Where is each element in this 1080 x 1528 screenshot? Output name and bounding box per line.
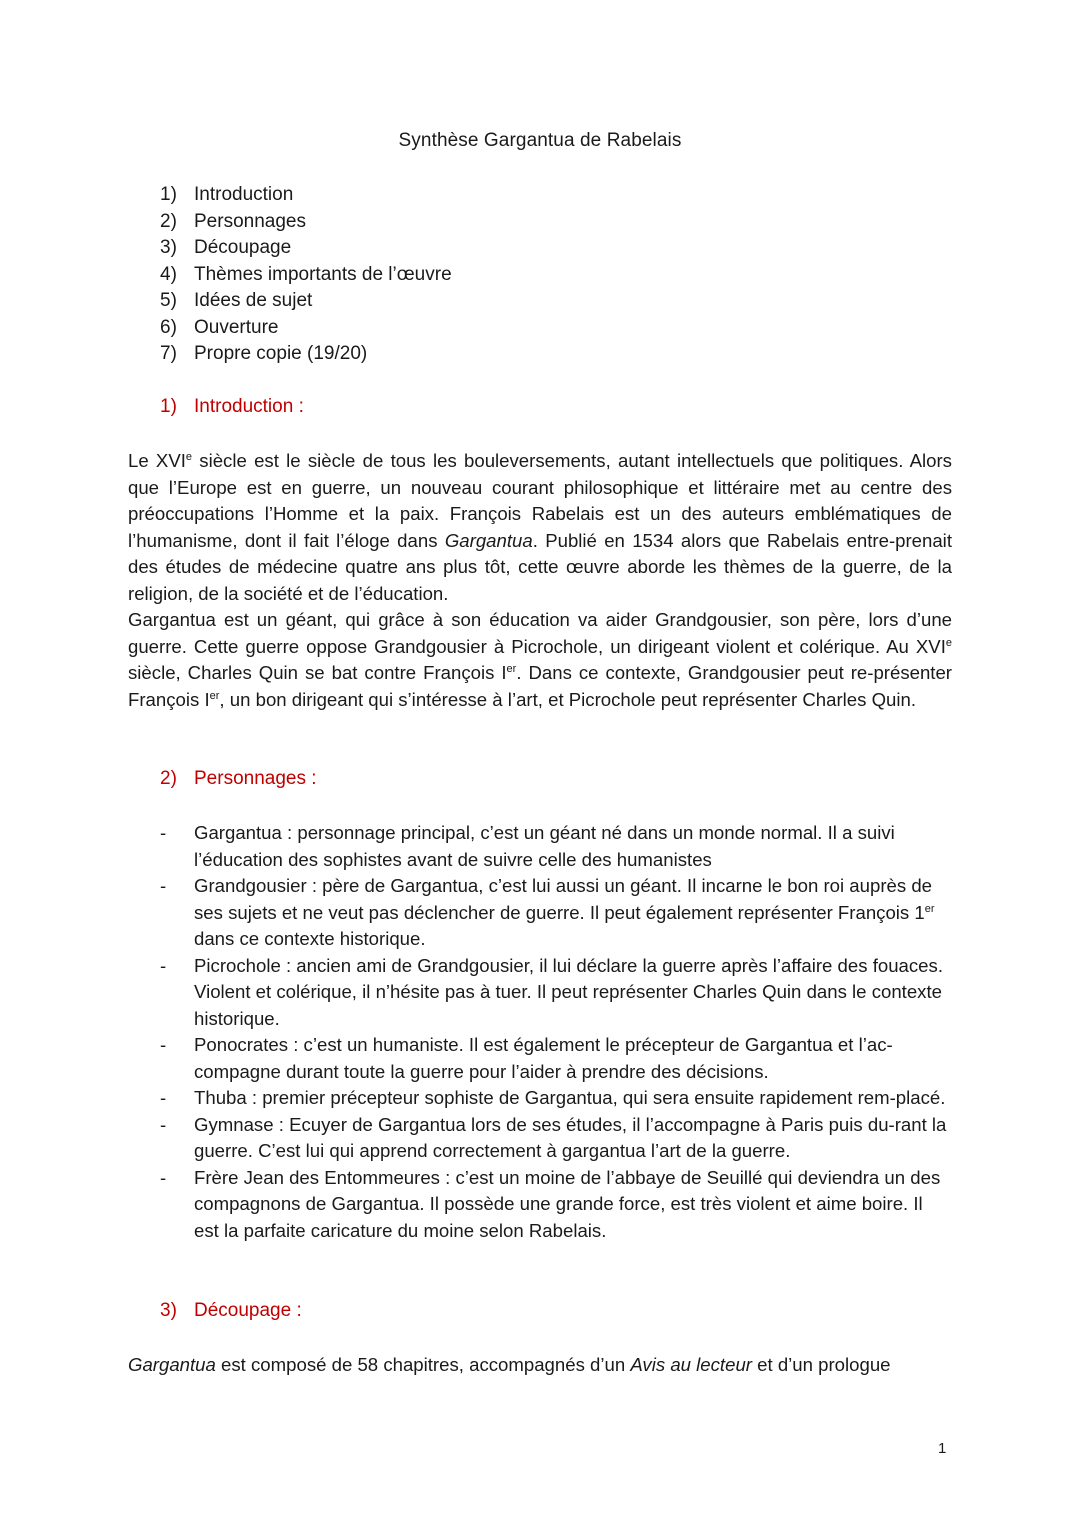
list-item: - Grandgousier : père de Gargantua, c’est lui aussi un géant. Il incarne le bon roi auprès de ses sujets et ne veut pas déclencher de guerre. Il peut également représenter François 1er dans ce contexte historique. [160,875,935,949]
list-item: - Thuba : premier précepteur sophiste de Gargantua, qui sera ensuite rapidement rem-placé. [160,1087,946,1108]
decoupage-paragraph: Gargantua est composé de 58 chapitres, accompagnés d’un Avis au lecteur et d’un prologue [128,1354,891,1375]
toc-item: 4) Thèmes importants de l’œuvre [160,263,452,285]
list-item: - Gymnase : Ecuyer de Gargantua lors de ses études, il l’accompagne à Paris puis du-rant la guerre. C’est lui qui apprend correctement à gargantua l’art de la guerre. [160,1113,947,1161]
toc-item: 5) Idées de sujet [160,290,313,311]
table-of-contents [160,182,452,368]
toc-item: 6) Ouverture [160,316,279,338]
section-heading-decoupage: 3) Découpage : [160,1300,302,1321]
document-title: Synthèse Gargantua de Rabelais [398,130,682,151]
list-item: - Frère Jean des Entommeures : c’est un moine de l’abbaye de Seuillé qui deviendra un des compagnons de Gargantua. Il possède une grande force, est très violent et aime boire. Il est la parfaite caricature du moine selon Rabelais. [160,1166,941,1241]
intro-paragraph-1: Le XVIe siècle est le siècle de tous les bouleversements, autant intellectuels que politiques. Alors que l’Europe est en guerre, un nouveau courant philosophique et littéraire met au centre des préoccupations l’Homme et la paix. François Rabelais est un des auteurs emblématiques de l’humanisme, dont il fait l’éloge dans Gargantua. Publié en 1534 alors que Rabelais entre-prenait des études de médecine quatre ans plus tôt, cette œuvre aborde les thèmes de la guerre, de la religion, de la société et de l’éducation. [128,450,952,604]
toc-item: 2) Personnages [160,210,306,232]
section-heading-personnages: 2) Personnages : [160,768,317,789]
list-item: - Gargantua : personnage principal, c’est un géant né dans un monde normal. Il a suivi l’éducation des sophistes avant de suivre celle des humanistes [160,822,895,870]
list-item: - Ponocrates : c’est un humaniste. Il est également le précepteur de Gargantua et l’ac-compagne durant toute la guerre pour l’aider à prendre des décisions. [160,1034,893,1082]
toc-item: 3) Découpage [160,237,292,258]
list-item: - Picrochole : ancien ami de Grandgousier, il lui déclare la guerre après l’affaire des fouaces. Violent et colérique, il n’hésite pas à tuer. Il peut représenter Charles Quin dans le contexte historique. [160,954,943,1029]
section-heading-introduction: 1) Introduction : [160,396,304,417]
toc-item: 1) Introduction [160,184,294,205]
toc-item: 7) Propre copie (19/20) [160,343,368,364]
character-list [160,820,952,1244]
intro-paragraph-2: Gargantua est un géant, qui grâce à son éducation va aider Grandgousier, son père, lors d’une guerre. Cette guerre oppose Grandgousier à Picrochole, un dirigeant violent et colérique. Au XVIe siècle, Charles Quin se bat contre François Ier. Dans ce contexte, Grandgousier peut re-présenter François Ier, un bon dirigeant qui s’intéresse à l’art, et Picrochole peut représenter Charles Quin. [128,609,952,710]
page-number: 1 [938,1440,947,1457]
